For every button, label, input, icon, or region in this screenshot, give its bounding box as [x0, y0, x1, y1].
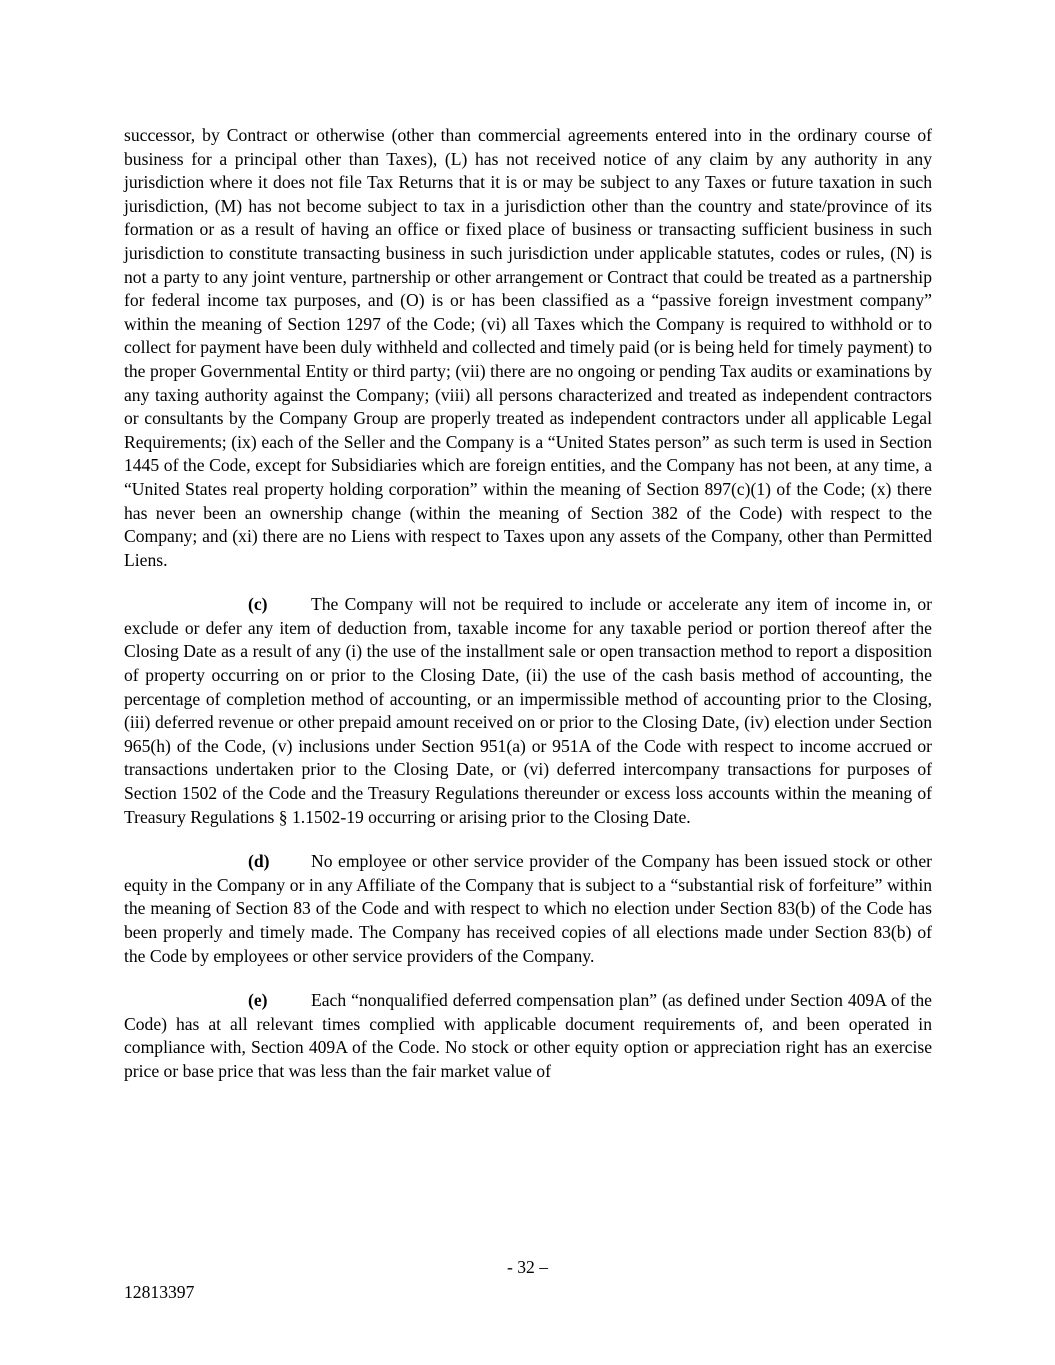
page-number: - 32 – [506, 1257, 549, 1277]
paragraph-continuation [124, 124, 932, 572]
paragraph-text: No employee or other service provider of the Company has been issued stock or other equity in the Company or in any Affiliate of the Company that is subject to a “substantial risk of forfeiture” within the meaning of Section 83 of the Code and with respect to which no election under Section 83(b) of the Code has been properly and timely made. The Company has received copies of all elections made under Section 83(b) of the Code by employees or other service providers of the Company. [124, 851, 932, 966]
paragraph-text: successor, by Contract or otherwise (other than commercial agreements entered into in the ordinary course of business for a principal other than Taxes), (L) has not received notice of any claim by any authority in any jurisdiction where it does not file Tax Returns that it is or may be subject to any Taxes or future taxation in such jurisdiction, (M) has not become subject to tax in a jurisdiction other than the country and state/province of its formation or as a result of having an office or fixed place of business or transacting sufficient business in such jurisdiction to constitute transacting business in such jurisdiction under applicable statutes, codes or rules, (N) is not a party to any joint venture, partnership or other arrangement or Contract that could be treated as a partnership for federal income tax purposes, and (O) is or has been classified as a “passive foreign investment company” within the meaning of Section 1297 of the Code; (vi) all Taxes which the Company is required to withhold or to collect for payment have been duly withheld and collected and timely paid (or is being held for timely payment) to the proper Governmental Entity or third party; (vii) there are no ongoing or pending Tax audits or examinations by any taxing authority against the Company; (viii) all persons characterized and treated as independent contractors or consultants by the Company Group are properly treated as independent contractors under all applicable Legal Requirements; (ix) each of the Seller and the Company is a “United States person” as such term is used in Section 1445 of the Code, except for Subsidiaries which are foreign entities, and the Company has not been, at any time, a “United States real property holding corporation” within the meaning of Section 897(c)(1) of the Code; (x) there has never been an ownership change (within the meaning of Section 382 of the Code) with respect to the Company; and (xi) there are no Liens with respect to Taxes upon any assets of the Company, other than Permitted Liens. [124, 125, 932, 570]
paragraph-label: (d) [248, 851, 270, 872]
document-id: 12813397 [124, 1282, 195, 1302]
paragraph-d [124, 850, 932, 968]
paragraph-text: The Company will not be required to include or accelerate any item of income in, or exclude or defer any item of deduction from, taxable income for any taxable period or portion thereof after the Closing Date as a result of any (i) the use of the installment sale or open transaction method to report a disposition of property occurring on or prior to the Closing Date, (ii) the use of the cash basis method of accounting, the percentage of completion method of accounting, or an impermissible method of accounting prior to the Closing, (iii) deferred revenue or other prepaid amount received on or prior to the Closing Date, (iv) election under Section 965(h) of the Code, (v) inclusions under Section 951(a) or 951A of the Code with respect to income accrued or transactions undertaken prior to the Closing Date, or (vi) deferred intercompany transactions for purposes of Section 1502 of the Code and the Treasury Regulations thereunder or excess loss accounts within the meaning of Treasury Regulations § 1.1502-19 occurring or arising prior to the Closing Date. [124, 594, 932, 827]
paragraph-text: Each “nonqualified deferred compensation plan” (as defined under Section 409A of the Code) has at all relevant times complied with applicable document requirements of, and been operated in compliance with, Section 409A of the Code. No stock or other equity option or appreciation right has an exercise price or base price that was less than the fair market value of [124, 990, 932, 1081]
paragraph-c [124, 593, 932, 829]
document-body [124, 124, 932, 1084]
paragraph-label: (e) [248, 990, 268, 1011]
paragraph-label: (c) [248, 594, 268, 615]
paragraph-e [124, 989, 932, 1083]
